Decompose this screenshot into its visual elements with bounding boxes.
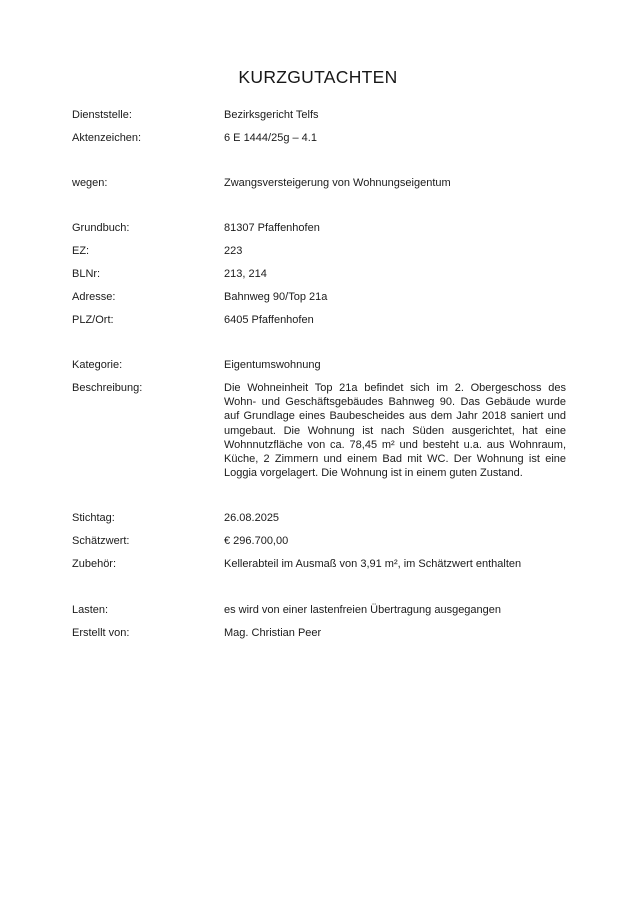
- field-value: 223: [224, 245, 243, 257]
- field-row: [72, 557, 566, 572]
- field-value: 26.08.2025: [224, 512, 280, 525]
- document-body: [72, 108, 566, 640]
- field-label: Stichtag:: [72, 512, 115, 525]
- field-row: [72, 290, 566, 304]
- field-label: Zubehör:: [72, 558, 117, 571]
- field-row: [72, 534, 566, 548]
- field-row: [72, 267, 566, 281]
- field-row: [72, 626, 566, 640]
- field-label: Beschreibung:: [72, 382, 143, 394]
- field-label: Schätzwert:: [72, 535, 130, 548]
- field-label: Dienststelle:: [72, 109, 132, 121]
- page-title: KURZGUTACHTEN: [238, 66, 398, 87]
- field-value: es wird von einer lastenfreien Übertragung ausgegangen: [224, 603, 502, 616]
- field-value: Zwangsversteigerung von Wohnungseigentum: [224, 177, 451, 189]
- field-label: Erstellt von:: [72, 627, 130, 640]
- field-label: EZ:: [72, 245, 90, 257]
- field-label: Lasten:: [72, 603, 109, 616]
- field-label: Aktenzeichen:: [72, 132, 142, 144]
- field-row: [72, 108, 566, 122]
- field-value: 6 E 1444/25g – 4.1: [224, 132, 317, 144]
- field-value: Bezirksgericht Telfs: [224, 109, 319, 121]
- field-label: wegen:: [72, 177, 108, 189]
- field-row: [72, 511, 566, 525]
- field-value: 213, 214: [224, 268, 267, 280]
- field-value: Mag. Christian Peer: [224, 627, 322, 640]
- field-value: Bahnweg 90/Top 21a: [224, 291, 328, 303]
- field-row: [72, 244, 566, 258]
- field-row: [72, 313, 566, 327]
- field-value: Die Wohneinheit Top 21a befindet sich im 2. Obergeschoss des Wohn- und Geschäftsgebäudes Bahnweg 90. Das Gebäude wurde auf Grundlage eines Baubescheides aus dem Jahr 2018 saniert und umgebaut. Die Wohnung ist nach Süden ausgerichtet, hat eine Wohnnutzfläche von ca. 78,45 m² und besteht u.a. aus Wohnraum, Küche, 2 Zimmern und einem Bad mit WC. Der Wohnung ist eine Loggia vorgelagert. Die Wohnung ist in einem guten Zustand.: [224, 382, 566, 480]
- field-value: 6405 Pfaffenhofen: [224, 314, 314, 326]
- field-row: [72, 381, 566, 480]
- field-label: BLNr:: [72, 268, 101, 280]
- field-row: [72, 176, 566, 190]
- field-label: Adresse:: [72, 291, 116, 303]
- field-row: [72, 131, 566, 145]
- field-row: [72, 603, 566, 618]
- field-row: [72, 358, 566, 372]
- field-value: 81307 Pfaffenhofen: [224, 222, 320, 234]
- field-value: Kellerabteil im Ausmaß von 3,91 m², im Schätzwert enthalten: [224, 558, 522, 571]
- field-row: [72, 221, 566, 235]
- field-value: Eigentumswohnung: [224, 359, 321, 371]
- field-label: PLZ/Ort:: [72, 314, 114, 326]
- field-label: Grundbuch:: [72, 222, 130, 234]
- field-label: Kategorie:: [72, 359, 123, 371]
- field-value: € 296.700,00: [224, 535, 289, 548]
